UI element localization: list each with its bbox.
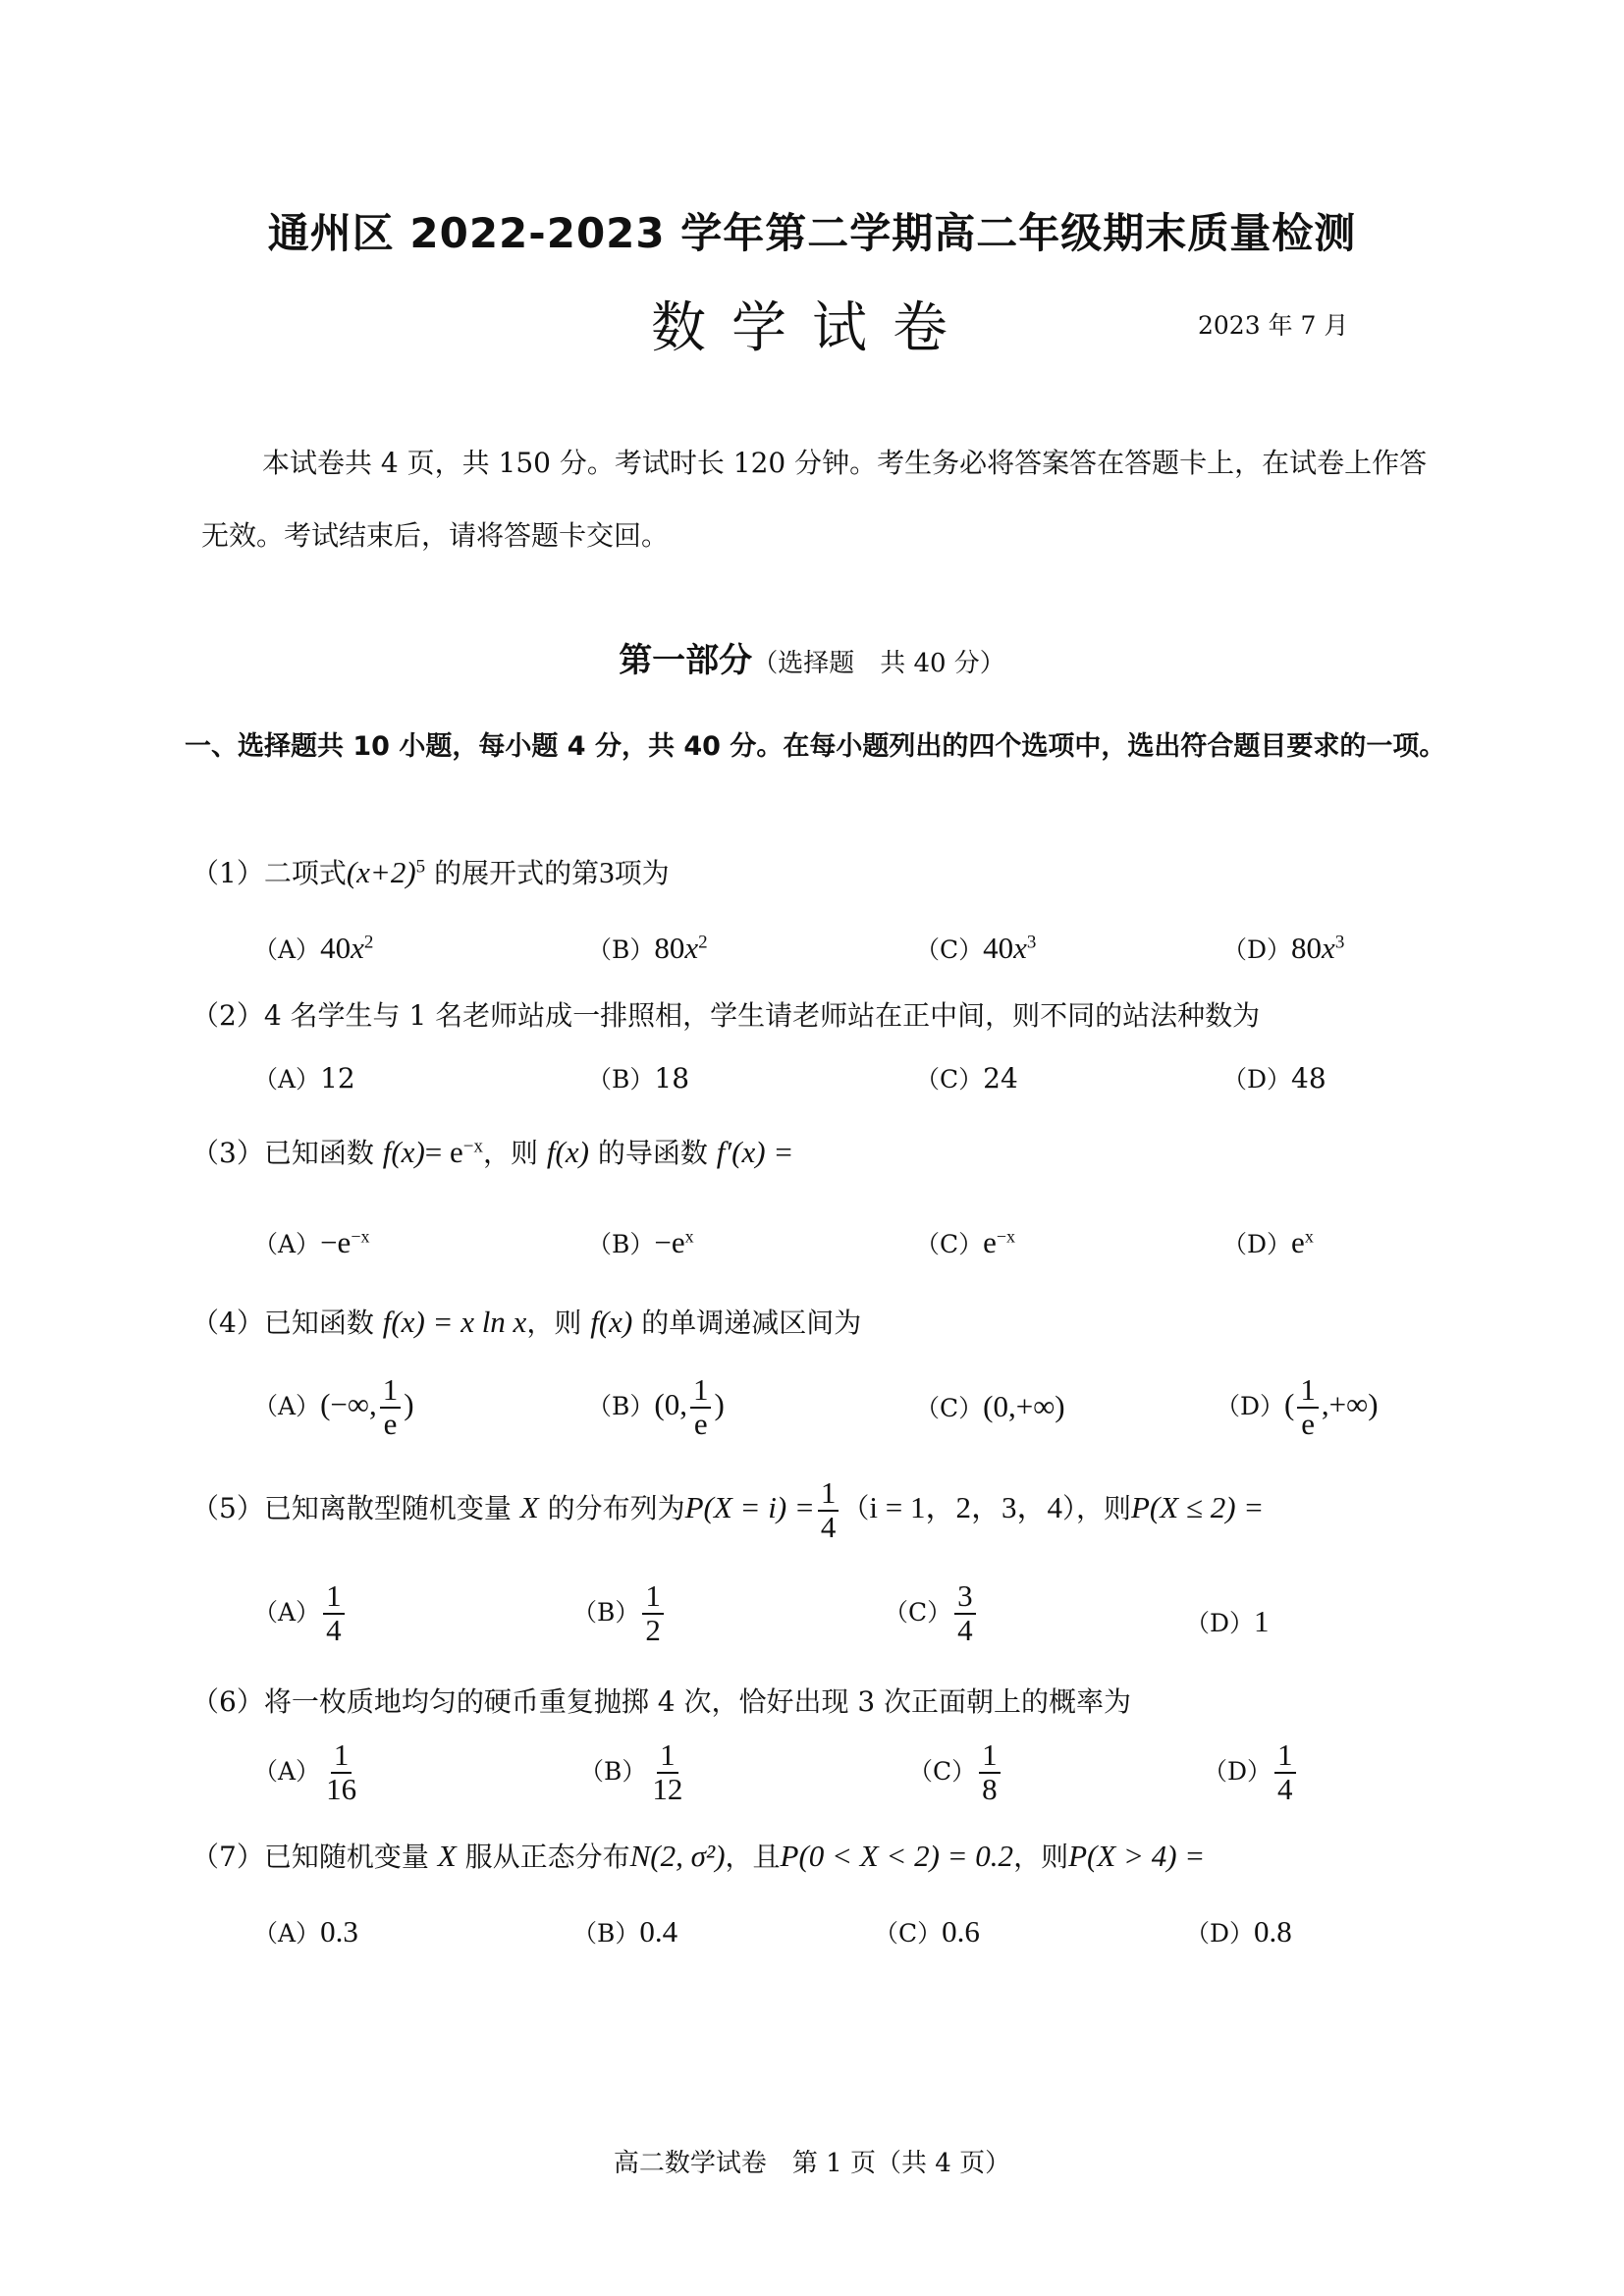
- question-5-option-d: （D）1: [1185, 1604, 1270, 1638]
- question-number: （2）: [191, 999, 264, 1032]
- section-instructions: 一、选择题共 10 小题，每小题 4 分，共 40 分。在每小题列出的四个选项中，选出符合题目要求的一项。: [185, 731, 1446, 762]
- question-2-stem: （2）4 名学生与 1 名老师站成一排照相，学生请老师站在正中间，则不同的站法种数为: [191, 999, 1261, 1032]
- question-4-option-a: （A）(−∞, $\frac{1}{e}$ ): [253, 1372, 414, 1441]
- question-3-option-a: $(A)-e^{-x}$: [253, 1225, 370, 1259]
- exam-title: 通州区 2022-2023 学年第二学期高二年级期末质量检测: [267, 209, 1357, 257]
- question-1-stem: （1）二项式$(x+2)^5$ 的展开式的第3项为: [191, 855, 670, 889]
- question-1-option-a: $(A)40x^2$: [253, 931, 374, 965]
- question-4-option-d: （D）( $\frac{1}{e}$ ,+∞): [1216, 1372, 1379, 1441]
- question-number: （6）: [191, 1685, 264, 1718]
- exam-instructions: 本试卷共 4 页，共 150 分。考试时长 120 分钟。考生务必将答案答在答题卡上，在试卷上作答无效。考试结束后，请将答题卡交回。: [201, 447, 1428, 552]
- question-1-option-d: $(D)80x^3$: [1222, 931, 1345, 965]
- exam-date: 2023 年 7 月: [1198, 311, 1349, 340]
- question-6-option-b: （B） $\frac{1}{12}$: [579, 1737, 683, 1806]
- question-6-option-d: （D） $\frac{1}{4}$: [1203, 1739, 1299, 1805]
- question-number: （3）: [191, 1137, 264, 1169]
- question-5-option-a: （A） $\frac{1}{4}$: [253, 1580, 348, 1646]
- question-2-option-d: （D）48: [1222, 1062, 1326, 1095]
- question-5-option-c: （C） $\frac{3}{4}$: [884, 1580, 979, 1646]
- question-6-option-c: （C） $\frac{1}{8}$: [908, 1739, 1003, 1805]
- question-7-option-a: （A）0.3: [253, 1914, 358, 1949]
- question-number: （4）: [191, 1307, 264, 1339]
- question-2-option-b: （B）18: [587, 1062, 690, 1095]
- part-title: 第一部分: [619, 641, 753, 680]
- part-heading: [0, 633, 1624, 681]
- question-5-option-b: （B） $\frac{1}{2}$: [572, 1580, 667, 1646]
- question-7-option-b: （B）0.4: [572, 1914, 678, 1949]
- question-4-stem: （4）已知函数 f(x) = x ln x，则 f(x) 的单调递减区间为: [191, 1305, 862, 1339]
- question-1-option-c: $(C)40x^3$: [915, 931, 1037, 965]
- part-note: （选择题 共 40 分）: [752, 649, 1005, 678]
- question-6-stem: （6）将一枚质地均匀的硬币重复抛掷 4 次，恰好出现 3 次正面朝上的概率为: [191, 1685, 1132, 1718]
- question-3-option-d: $(D)e^x$: [1222, 1225, 1314, 1259]
- question-4-option-b: （B）(0, $\frac{1}{e}$ ): [587, 1372, 725, 1441]
- question-number: （5）: [191, 1492, 264, 1525]
- question-7-stem: （7）已知随机变量 X 服从正态分布N(2, σ²)，且P(0 < X < 2) = 0.2，则P(X > 4) =: [191, 1839, 1206, 1873]
- question-4-option-c: （C）(0,+∞): [915, 1389, 1065, 1423]
- question-7-option-d: （D）0.8: [1185, 1914, 1292, 1949]
- question-3-option-b: $(B)-e^x$: [587, 1225, 694, 1259]
- question-3-option-c: $(C)e^{-x}$: [915, 1225, 1016, 1259]
- question-2-option-c: （C）24: [915, 1062, 1018, 1095]
- question-1-option-b: $(B)80x^2$: [587, 931, 708, 965]
- page-footer: 高二数学试卷 第 1 页（共 4 页）: [613, 2149, 1011, 2178]
- question-number: （1）: [191, 857, 264, 889]
- question-7-option-c: （C）0.6: [874, 1914, 980, 1949]
- question-number: （7）: [191, 1841, 264, 1873]
- question-6-option-a: （A） $\frac{1}{16}$: [253, 1737, 357, 1806]
- exam-subtitle: 数学试卷: [651, 296, 973, 360]
- question-3-stem: （3）已知函数 $f(x)= e^{-x}$，则 f(x) 的导函数 f′(x) =: [191, 1135, 794, 1169]
- question-5-stem: （5）已知离散型随机变量 X 的分布列为P(X = i) = $\frac{1}{4}$ （i = 1，2，3，4），则P(X ≤ 2) =: [191, 1475, 1265, 1544]
- question-2-option-a: （A）12: [253, 1062, 355, 1095]
